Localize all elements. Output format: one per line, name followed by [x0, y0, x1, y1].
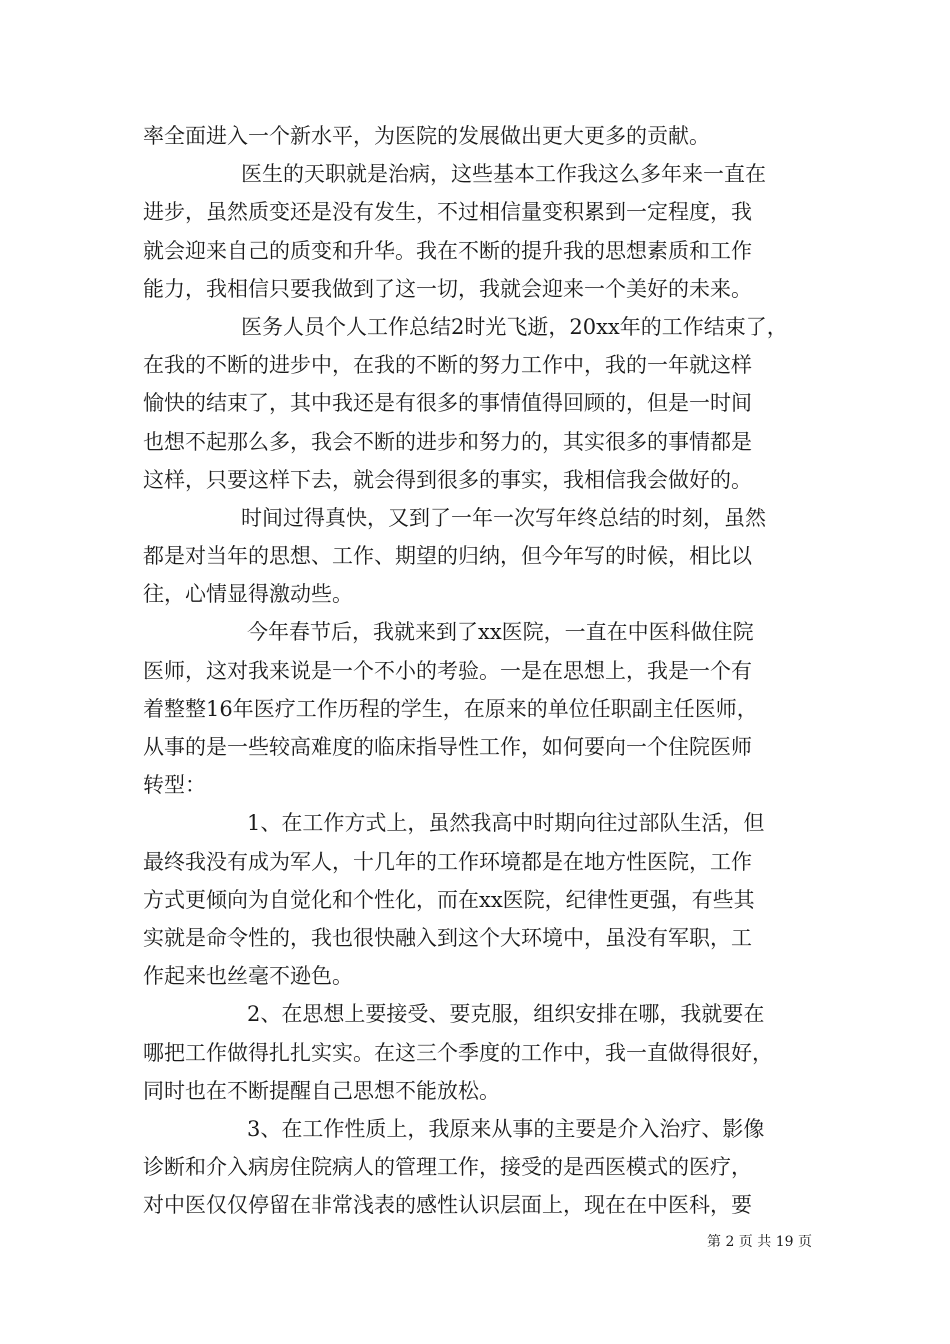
text-line: 也想不起那么多，我会不断的进步和努力的，其实很多的事情都是 — [143, 429, 752, 454]
body-text — [143, 117, 815, 1224]
text-line: 转型： — [143, 773, 206, 798]
text-line: 诊断和介入病房住院病人的管理工作，接受的是西医模式的医疗， — [143, 1155, 752, 1180]
text-line: 率全面进入一个新水平，为医院的发展做出更大更多的贡献。 — [143, 124, 710, 148]
text-line: 医生的天职就是治病，这些基本工作我这么多年来一直在 — [241, 162, 766, 187]
text-line: 从事的是一些较高难度的临床指导性工作，如何要向一个住院医师 — [143, 735, 752, 759]
text-line: 能力，我相信只要我做到了这一切，我就会迎来一个美好的未来。 — [143, 276, 752, 301]
text-line: 医务人员个人工作总结2时光飞逝，20xx年的工作结束了， — [241, 314, 788, 339]
text-line: 哪把工作做得扎扎实实。在这三个季度的工作中，我一直做得很好， — [143, 1040, 773, 1065]
text-line: 往，心情显得激动些。 — [143, 582, 353, 607]
text-line: 这样，只要这样下去，就会得到很多的事实，我相信我会做好的。 — [143, 467, 752, 492]
text-line: 都是对当年的思想、工作、期望的归纳，但今年写的时候，相比以 — [143, 544, 752, 569]
text-line: 愉快的结束了，其中我还是有很多的事情值得回顾的，但是一时间 — [143, 391, 752, 416]
text-line: 作起来也丝毫不逊色。 — [143, 964, 353, 989]
text-line: 方式更倾向为自觉化和个性化，而在xx医院，纪律性更强，有些其 — [143, 887, 755, 912]
text-line: 今年春节后，我就来到了xx医院，一直在中医科做住院 — [247, 620, 754, 645]
text-line: 时间过得真快，又到了一年一次写年终总结的时刻，虽然 — [241, 505, 766, 530]
text-line: 就会迎来自己的质变和升华。我在不断的提升我的思想素质和工作 — [143, 238, 752, 263]
text-line: 着整整16年医疗工作历程的学生，在原来的单位任职副主任医师， — [143, 696, 758, 721]
text-line: 实就是命令性的，我也很快融入到这个大环境中，虽没有军职，工 — [143, 925, 752, 950]
text-line: 在我的不断的进步中，在我的不断的努力工作中，我的一年就这样 — [143, 353, 752, 378]
text-line: 医师，这对我来说是一个不小的考验。一是在思想上，我是一个有 — [143, 658, 752, 683]
text-line: 进步，虽然质变还是没有发生，不过相信量变积累到一定程度，我 — [143, 200, 752, 225]
text-line: 2、在思想上要接受、要克服，组织安排在哪，我就要在 — [247, 1002, 765, 1027]
text-line: 对中医仅仅停留在非常浅表的感性认识层面上，现在在中医科，要 — [143, 1193, 752, 1218]
text-line: 最终我没有成为军人，十几年的工作环境都是在地方性医院，工作 — [143, 849, 752, 874]
text-line: 1、在工作方式上，虽然我高中时期向往过部队生活，但 — [247, 811, 765, 836]
page-number-footer: 第 2 页 共 19 页 — [707, 1234, 812, 1250]
text-line: 3、在工作性质上，我原来从事的主要是介入治疗、影像 — [247, 1116, 765, 1141]
text-line: 同时也在不断提醒自己思想不能放松。 — [143, 1078, 500, 1103]
